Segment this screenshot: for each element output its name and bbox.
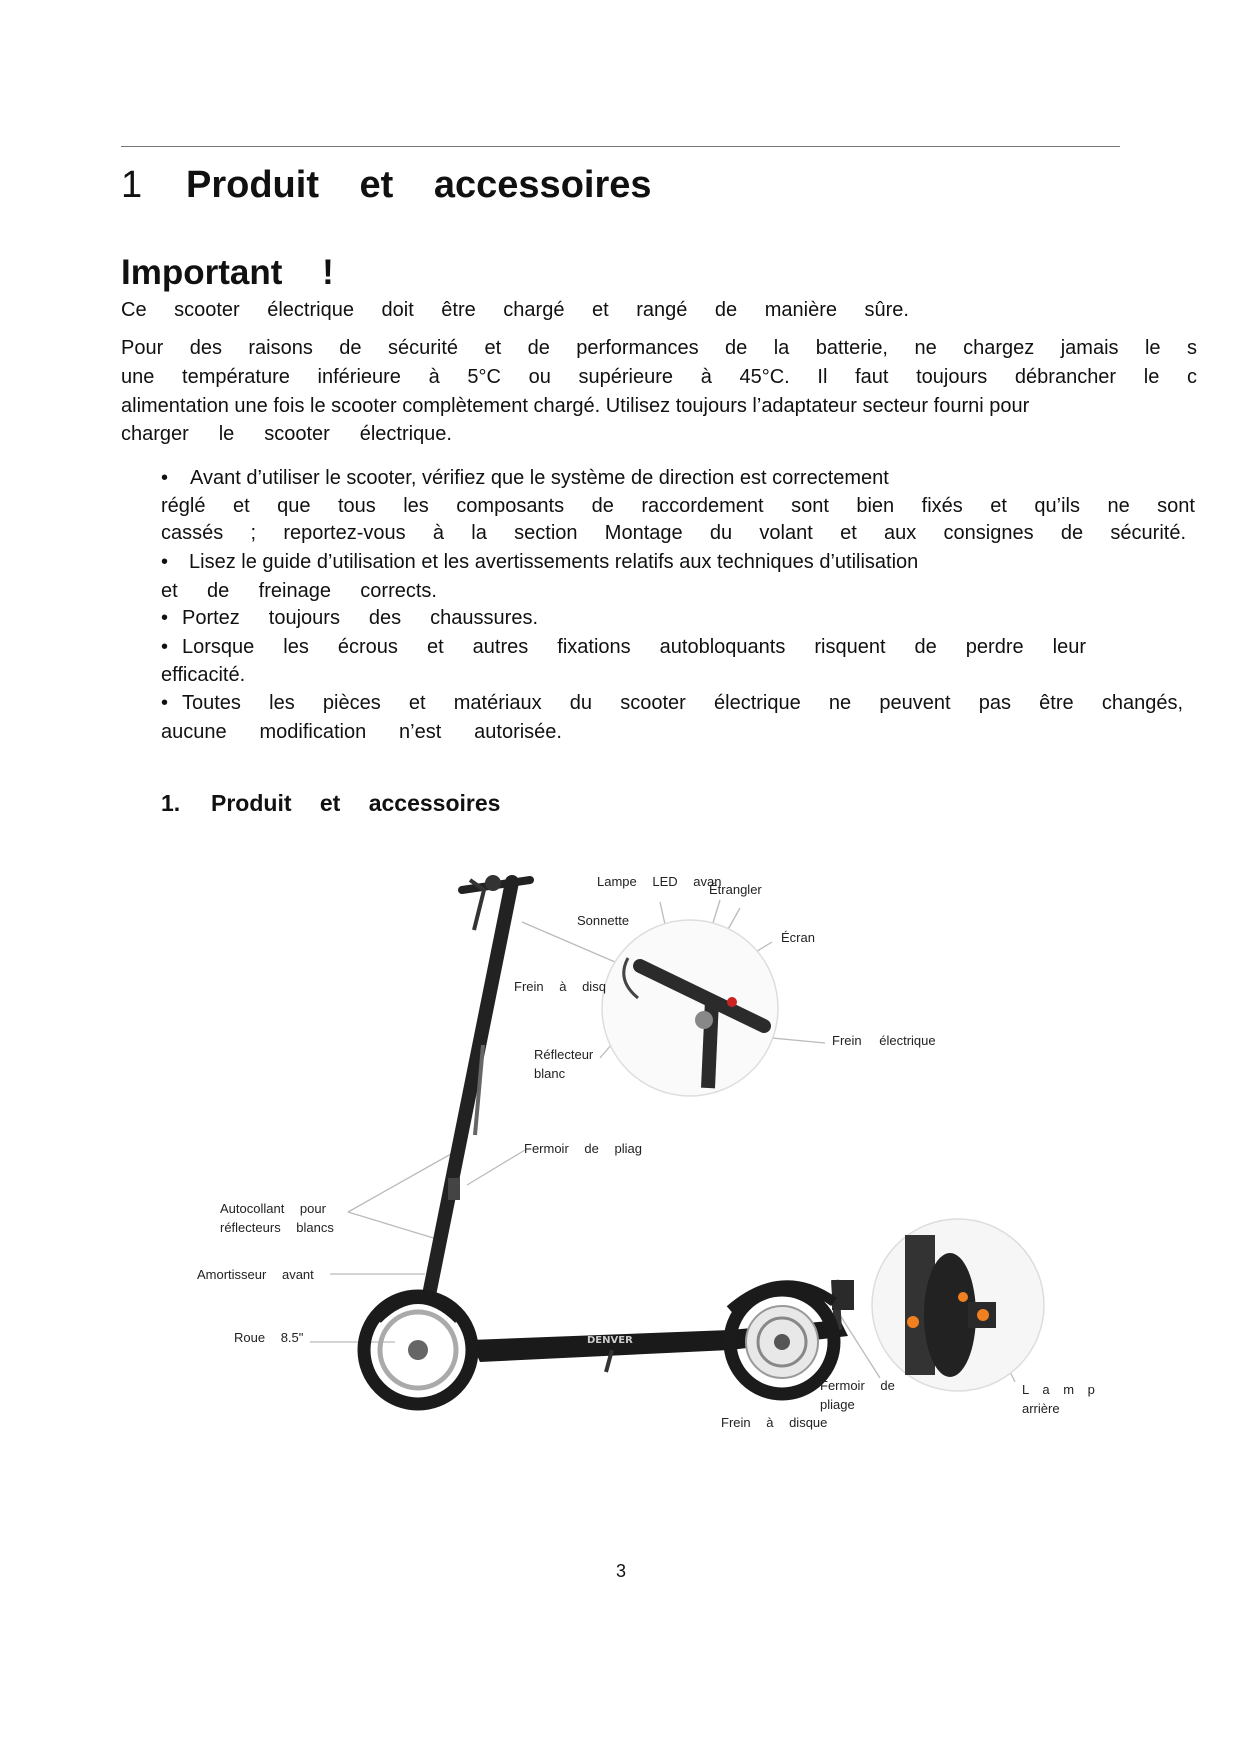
bullet-dot: •: [161, 467, 169, 489]
page-number: 3: [616, 1561, 627, 1581]
bullet-line: efficacité.: [161, 664, 246, 686]
bullet-line: réglé et que tous les composants de raccordement sont bien fixés et qu’ils ne sont: [161, 495, 1195, 517]
important-heading: Important !: [121, 253, 334, 292]
bullet-line: Lorsque les écrous et autres fixations autobloquants risquent de perdre leur: [182, 636, 1086, 658]
bullet-line: Avant d’utiliser le scooter, vérifiez que le système de direction est correctement: [190, 467, 889, 489]
label-etrangler: Étrangler: [709, 882, 762, 897]
bullet-line: aucune modification n’est autorisée.: [161, 721, 562, 743]
label-lampe-arriere: L a m p: [1022, 1382, 1095, 1397]
label-roue: Roue 8.5": [234, 1330, 304, 1345]
paragraph-line: alimentation une fois le scooter complètement chargé. Utilisez toujours l’adaptateur secteur fourni pour: [121, 395, 1030, 417]
label-fermoir-top: Fermoir de pliag: [524, 1141, 642, 1156]
paragraph-line: Ce scooter électrique doit être chargé et rangé de manière sûre.: [121, 299, 909, 321]
label-sonnette: Sonnette: [577, 913, 630, 928]
label-lampe-led: Lampe LED avan: [597, 874, 722, 889]
bullet-line: et de freinage corrects.: [161, 580, 437, 602]
label-frein-disque-top: Frein à disq: [514, 979, 606, 994]
brand-logo: DENVER: [587, 1335, 633, 1346]
label-frein-disque-bottom: Frein à disque: [721, 1415, 828, 1430]
bullet-line: Lisez le guide d’utilisation et les avertissements relatifs aux techniques d’utilisation: [189, 551, 919, 573]
label-ecran: Écran: [781, 930, 815, 945]
label-reflecteur: blanc: [534, 1066, 566, 1081]
chapter-number: 1: [121, 164, 143, 206]
label-frein-electrique: Frein électrique: [832, 1033, 936, 1048]
paragraph-line: une température inférieure à 5°C ou supérieure à 45°C. Il faut toujours débrancher le c: [121, 366, 1197, 388]
label-autocollant: réflecteurs blancs: [220, 1220, 334, 1235]
label-autocollant: Autocollant pour: [220, 1201, 326, 1216]
handlebar-zoom-circle: [602, 920, 778, 1096]
label-fermoir-bottom: Fermoir de: [820, 1378, 895, 1393]
bullet-dot: •: [161, 692, 169, 714]
paragraph-line: charger le scooter électrique.: [121, 423, 452, 445]
label-lampe-arriere: arrière: [1022, 1401, 1060, 1416]
bullet-dot: •: [161, 607, 169, 629]
bullet-dot: •: [161, 636, 169, 658]
bullet-dot: •: [161, 551, 169, 573]
bullet-line: cassés ; reportez-vous à la section Montage du volant et aux consignes de sécurité.: [161, 522, 1186, 544]
paragraph-line: Pour des raisons de sécurité et de performances de la batterie, ne chargez jamais le s: [121, 337, 1197, 359]
label-fermoir-bottom: pliage: [820, 1397, 855, 1412]
chapter-title: Produit et accessoires: [186, 164, 652, 206]
subheading-title: Produit et accessoires: [211, 790, 501, 816]
bullet-line: Portez toujours des chaussures.: [182, 607, 538, 629]
label-reflecteur: Réflecteur: [534, 1047, 594, 1062]
label-amortisseur: Amortisseur avant: [197, 1267, 314, 1282]
bullet-line: Toutes les pièces et matériaux du scooter électrique ne peuvent pas être changés,: [182, 692, 1183, 714]
subheading-number: 1.: [161, 790, 181, 816]
